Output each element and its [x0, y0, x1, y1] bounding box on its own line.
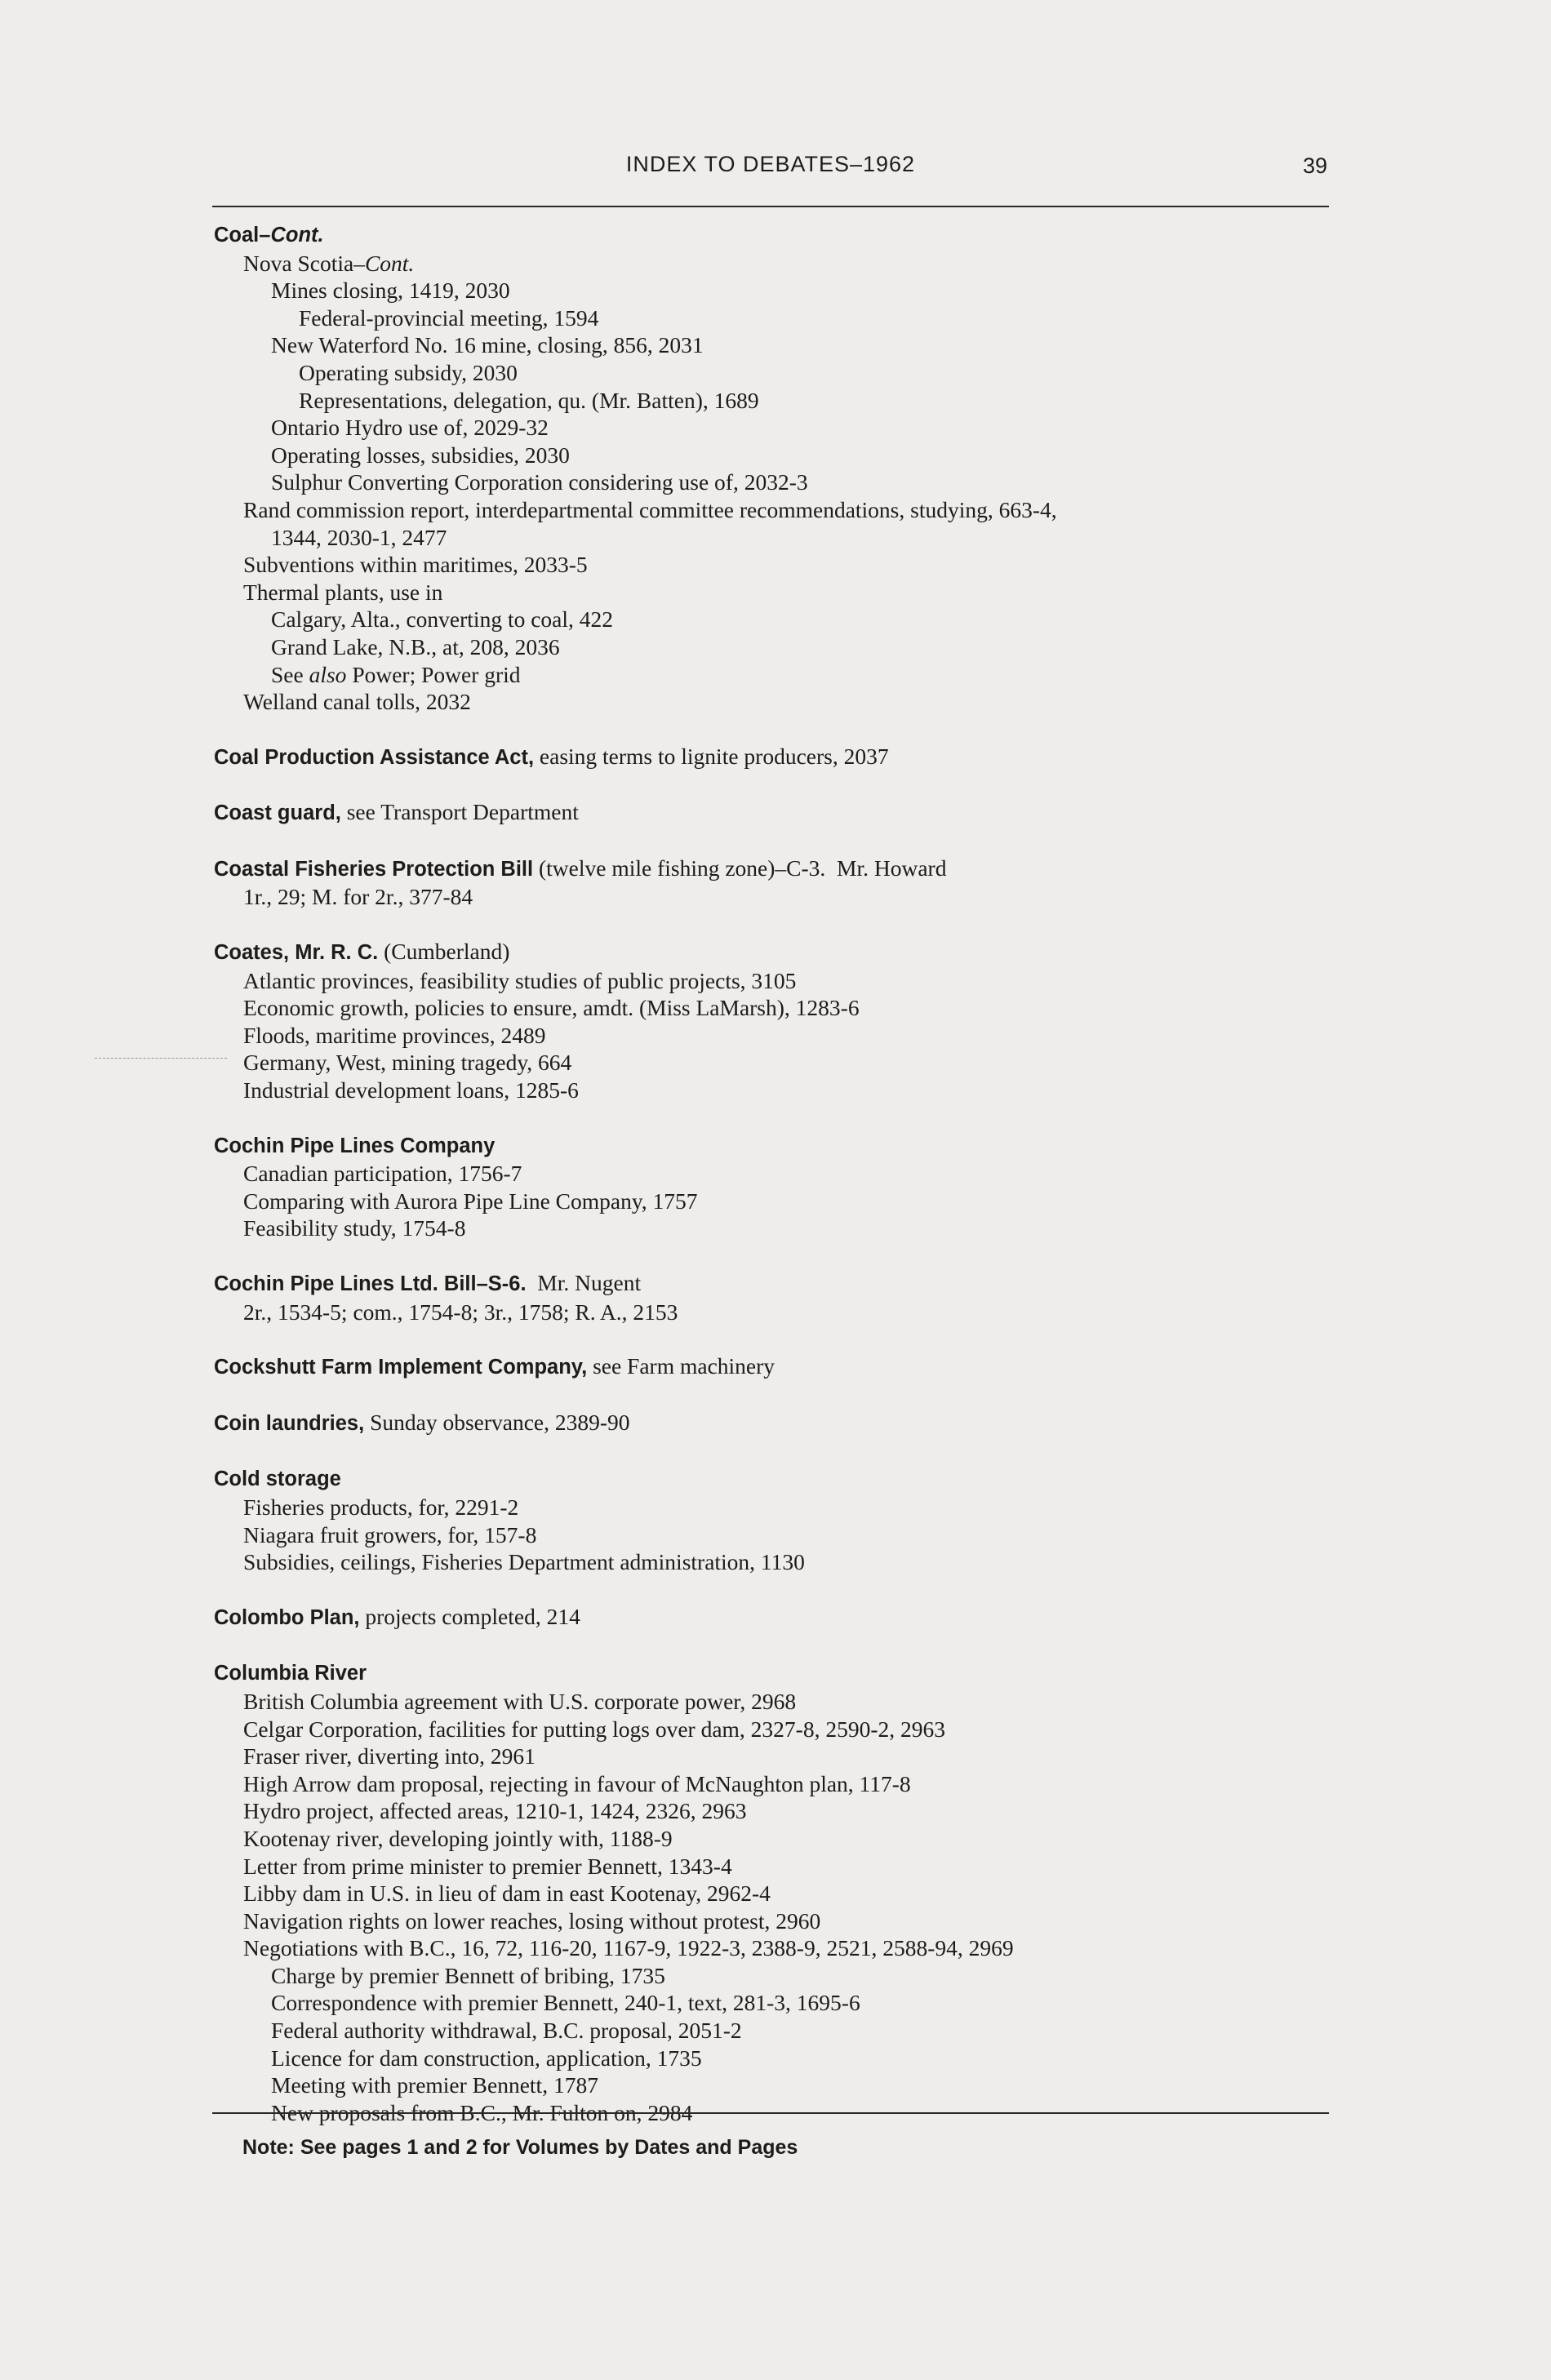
entry-heading: Coastal Fisheries Protection Bill — [214, 857, 534, 881]
subheading-text: Celgar Corporation, facilities for putting logs over dam, 2327-8, 2590-2, 2963 — [243, 1716, 945, 1742]
index-entry — [214, 1603, 1331, 1632]
entry-subheading — [214, 633, 1331, 661]
running-title: INDEX TO DEBATES–1962 — [625, 152, 916, 176]
entry-subheading — [214, 2071, 1331, 2099]
entry-heading-text: (twelve mile fishing zone)–C-3. Mr. Howard — [533, 855, 947, 881]
entry-subheading — [214, 1494, 1331, 1521]
entry-subheading — [214, 967, 1331, 995]
subheading-text: Meeting with premier Bennett, 1787 — [271, 2072, 598, 2098]
entry-heading-text: see Farm machinery — [587, 1353, 776, 1379]
subheading-text: 1344, 2030-1, 2477 — [271, 524, 447, 550]
subheading-text: See — [271, 661, 309, 687]
subheading-text: Niagara fruit growers, for, 157-8 — [243, 1521, 537, 1547]
subheading-text: Navigation rights on lower reaches, losing without protest, 2960 — [243, 1907, 821, 1934]
entry-heading: Cockshutt Farm Implement Company, — [214, 1356, 588, 1379]
subheading-text: Operating losses, subsidies, 2030 — [271, 442, 570, 468]
entry-subheading — [214, 1716, 1331, 1743]
subheading-text: Mines closing, 1419, 2030 — [271, 278, 510, 304]
entry-subheading — [214, 688, 1331, 716]
entry-subheading — [214, 883, 1331, 911]
entry-heading-line — [214, 1269, 1331, 1299]
entry-subheading — [214, 1853, 1331, 1880]
subheading-text: Libby dam in U.S. in lieu of dam in east Kootenay, 2962-4 — [243, 1880, 771, 1907]
entry-subheading — [214, 496, 1331, 524]
entry-subheading — [214, 524, 1331, 552]
entry-subheading — [214, 468, 1331, 496]
subheading-text: Operating subsidy, 2030 — [299, 359, 518, 385]
entry-subheading — [214, 1049, 1331, 1077]
entry-heading-line — [214, 220, 1331, 250]
subheading-text: British Columbia agreement with U.S. corporate power, 2968 — [243, 1688, 797, 1714]
entry-subheading — [214, 551, 1331, 579]
subheading-text: Nova Scotia– — [243, 250, 365, 276]
entry-subheading — [214, 331, 1331, 359]
subheading-text: Fisheries products, for, 2291-2 — [243, 1494, 519, 1520]
entry-subheading — [214, 1188, 1331, 1215]
entry-subheading — [214, 1743, 1331, 1770]
entry-heading: Coast guard, — [214, 801, 341, 825]
entry-subheading — [214, 2045, 1331, 2072]
subheading-text: Subventions within maritimes, 2033-5 — [243, 552, 588, 578]
index-entry — [214, 743, 1331, 772]
index-entry — [214, 1658, 1331, 2126]
subheading-text: 2r., 1534-5; com., 1754-8; 3r., 1758; R. A., 2153 — [243, 1299, 678, 1325]
subheading-text: Canadian participation, 1756-7 — [243, 1161, 522, 1187]
footnote: Note: See pages 1 and 2 for Volumes by Dates and Pages — [242, 2136, 798, 2159]
subheading-text: Licence for dam construction, application, 1735 — [271, 2045, 702, 2071]
entry-subheading — [214, 277, 1331, 304]
entry-subheading — [214, 1880, 1331, 1907]
subheading-italic: Cont. — [364, 250, 415, 276]
entry-heading: Coates, Mr. R. C. — [214, 941, 379, 965]
subheading-text: Feasibility study, 1754-8 — [243, 1215, 466, 1241]
entry-heading-line — [214, 1409, 1331, 1438]
entry-heading: Cochin Pipe Lines Company — [214, 1134, 496, 1157]
subheading-text: Correspondence with premier Bennett, 240-1, text, 281-3, 1695-6 — [271, 1990, 860, 2016]
subheading-text: Germany, West, mining tragedy, 664 — [243, 1050, 572, 1076]
subheading-text: Economic growth, policies to ensure, amdt. (Miss LaMarsh), 1283-6 — [243, 995, 860, 1021]
subheading-text: New Waterford No. 16 mine, closing, 856, 2031 — [271, 332, 704, 358]
entry-subheading — [214, 1989, 1331, 2017]
subheading-italic: also — [309, 661, 347, 687]
entry-subheading — [214, 1688, 1331, 1716]
entry-heading: Cold storage — [214, 1468, 341, 1491]
entry-subheading — [214, 1160, 1331, 1188]
subheading-text: Hydro project, affected areas, 1210-1, 1424, 2326, 2963 — [243, 1798, 747, 1824]
entry-subheading — [214, 1962, 1331, 1990]
entry-subheading — [214, 387, 1331, 415]
index-entry — [214, 798, 1331, 828]
entry-subheading — [214, 359, 1331, 387]
entry-heading: Coal Production Assistance Act, — [214, 745, 535, 769]
subheading-rest: Power; Power grid — [346, 661, 521, 687]
entry-heading-text: Mr. Nugent — [526, 1270, 642, 1295]
entry-subheading — [214, 250, 1331, 278]
subheading-text: Thermal plants, use in — [243, 579, 443, 605]
entry-subheading — [214, 304, 1331, 332]
entry-heading-line — [214, 1464, 1331, 1494]
index-entry — [214, 1352, 1331, 1382]
subheading-text: Welland canal tolls, 2032 — [243, 689, 471, 715]
subheading-text: Floods, maritime provinces, 2489 — [243, 1022, 546, 1048]
entry-heading-text: easing terms to lignite producers, 2037 — [534, 743, 889, 769]
entry-heading-italic: Cont. — [270, 224, 324, 246]
subheading-text: Negotiations with B.C., 16, 72, 116-20, 1167-9, 1922-3, 2388-9, 2521, 2588-94, 2969 — [243, 1935, 1014, 1961]
entry-heading: Coal– — [214, 224, 271, 246]
subheading-text: High Arrow dam proposal, rejecting in favour of McNaughton plan, 117-8 — [243, 1770, 911, 1796]
entry-heading-line — [214, 798, 1331, 828]
index-entry — [214, 855, 1331, 911]
subheading-text: Atlantic provinces, feasibility studies of public projects, 3105 — [243, 967, 797, 993]
scan-artifact-line — [95, 1058, 227, 1059]
subheading-text: Industrial development loans, 1285-6 — [243, 1077, 579, 1103]
subheading-text: Kootenay river, developing jointly with, 1188-9 — [243, 1825, 673, 1851]
entry-subheading — [214, 994, 1331, 1022]
entry-subheading — [214, 1907, 1331, 1935]
subheading-text: Comparing with Aurora Pipe Line Company, 1757 — [243, 1188, 698, 1214]
page-number: 39 — [1302, 153, 1327, 178]
index-entries — [214, 220, 1331, 2153]
entry-heading-text: see Transport Department — [340, 799, 579, 825]
entry-subheading — [214, 1770, 1331, 1798]
entry-heading-line — [214, 938, 1331, 967]
subheading-text: Calgary, Alta., converting to coal, 422 — [271, 606, 614, 633]
entry-heading-line — [214, 743, 1331, 772]
entry-subheading — [214, 442, 1331, 469]
entry-subheading — [214, 1548, 1331, 1576]
entry-subheading — [214, 1022, 1331, 1050]
index-entry — [214, 1131, 1331, 1242]
entry-subheading — [214, 606, 1331, 633]
subheading-text: Ontario Hydro use of, 2029-32 — [271, 415, 549, 441]
subheading-text: Fraser river, diverting into, 2961 — [243, 1743, 536, 1769]
entry-heading: Columbia River — [214, 1662, 367, 1685]
subheading-text: New proposals from B.C., Mr. Fulton on, 2984 — [271, 2099, 693, 2125]
entry-subheading — [214, 661, 1331, 689]
entry-heading: Coin laundries, — [214, 1411, 365, 1435]
index-entry — [214, 938, 1331, 1104]
subheading-text: Charge by premier Bennett of bribing, 1735 — [271, 1962, 665, 1988]
subheading-text: Sulphur Converting Corporation considering use of, 2032-3 — [271, 469, 808, 495]
entry-subheading — [214, 414, 1331, 442]
entry-heading-line — [214, 1352, 1331, 1382]
index-entry — [214, 220, 1331, 716]
subheading-text: Rand commission report, interdepartmental committee recommendations, studying, 663-4, — [243, 496, 1057, 522]
entry-heading: Colombo Plan, — [214, 1605, 360, 1629]
subheading-text: Letter from prime minister to premier Bennett, 1343-4 — [243, 1853, 732, 1879]
entry-subheading — [214, 579, 1331, 606]
entry-heading-line — [214, 1131, 1331, 1161]
subheading-text: Federal-provincial meeting, 1594 — [299, 304, 599, 331]
entry-subheading — [214, 1521, 1331, 1549]
index-entry — [214, 1409, 1331, 1438]
index-entry — [214, 1464, 1331, 1575]
page-header — [212, 145, 1329, 194]
entry-subheading — [214, 2017, 1331, 2045]
entry-heading-line — [214, 1658, 1331, 1688]
entry-heading-text: Sunday observance, 2389-90 — [364, 1409, 630, 1435]
index-entry — [214, 1269, 1331, 1325]
entry-subheading — [214, 1797, 1331, 1825]
subheading-text: Representations, delegation, qu. (Mr. Batten), 1689 — [299, 387, 759, 413]
entry-subheading — [214, 1825, 1331, 1853]
footer-rule — [212, 2112, 1329, 2114]
subheading-text: Federal authority withdrawal, B.C. proposal, 2051-2 — [271, 2018, 742, 2044]
entry-heading: Cochin Pipe Lines Ltd. Bill–S-6. — [214, 1272, 527, 1295]
subheading-text: 1r., 29; M. for 2r., 377-84 — [243, 884, 473, 910]
entry-heading-line — [214, 1603, 1331, 1632]
header-rule — [212, 206, 1329, 207]
entry-subheading — [214, 1214, 1331, 1242]
entry-heading-text: (Cumberland) — [378, 939, 510, 965]
entry-subheading — [214, 1077, 1331, 1104]
entry-heading-text: projects completed, 214 — [359, 1603, 580, 1629]
entry-heading-line — [214, 855, 1331, 884]
subheading-text: Grand Lake, N.B., at, 208, 2036 — [271, 633, 560, 659]
subheading-text: Subsidies, ceilings, Fisheries Department administration, 1130 — [243, 1549, 805, 1575]
entry-subheading — [214, 1934, 1331, 1962]
entry-subheading — [214, 1299, 1331, 1326]
